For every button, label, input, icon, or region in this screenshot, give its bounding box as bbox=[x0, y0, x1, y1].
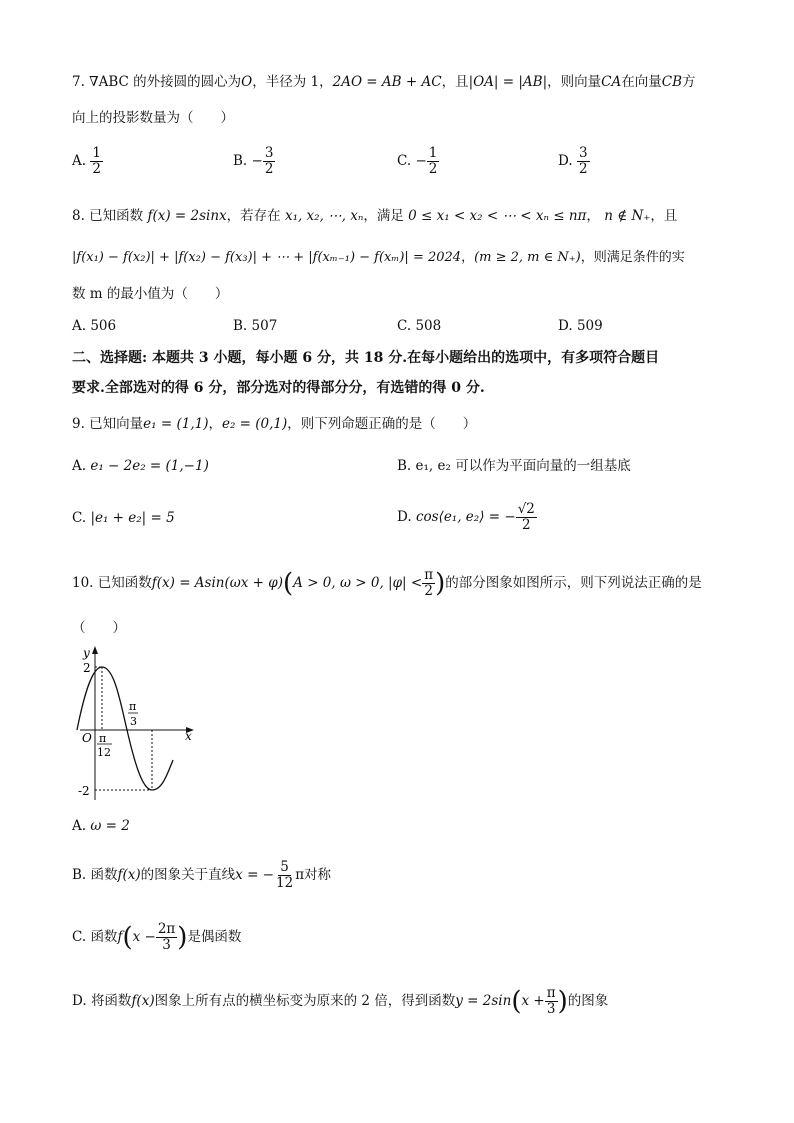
y-axis-label: y bbox=[83, 646, 90, 660]
q7-option-b-num: 3 bbox=[264, 145, 274, 161]
q7-option-c-label: C. bbox=[397, 153, 412, 169]
q7-line2: 向上的投影数量为（ ） bbox=[72, 110, 234, 126]
q10-text-a: 10. 已知函数 bbox=[72, 575, 152, 591]
q7-magnitude-equation: |OA| = |AB| bbox=[468, 74, 548, 90]
q10-condition: A > 0, ω > 0, |φ| < bbox=[293, 575, 423, 591]
q10-option-d-fx: f(x) bbox=[131, 993, 155, 1009]
q7-option-b-fraction bbox=[263, 146, 276, 177]
q10-option-a-text: ω = 2 bbox=[90, 818, 130, 834]
q7-option-b-sign: − bbox=[251, 153, 263, 169]
q8-option-c-text: 508 bbox=[415, 318, 442, 334]
q7-option-c-den: 2 bbox=[428, 161, 438, 177]
q10-option-c-f: f bbox=[117, 929, 123, 945]
q7-option-d-fraction bbox=[577, 146, 590, 177]
q8-line1 bbox=[72, 206, 677, 226]
q7-option-c-fraction bbox=[427, 146, 440, 177]
q7-text-a: 7. ∇ABC 的外接圆的圆心为 bbox=[72, 74, 242, 90]
section2-heading-line1: 二、选择题: 本题共 3 小题，每小题 6 分，共 18 分.在每小题给出的选项中，有多项符合题目 bbox=[72, 350, 660, 366]
q10-text-b: 的部分图象如图所示，则下列说法正确的是 bbox=[445, 575, 702, 591]
q10-option-d-paren-open: ( bbox=[511, 986, 522, 1017]
q7-option-a-num: 1 bbox=[92, 145, 101, 161]
q10-option-b[interactable] bbox=[72, 860, 331, 891]
q8-option-d-label: D. bbox=[558, 318, 573, 334]
q8-sequence: x₁, x₂, ⋯, xₙ bbox=[284, 208, 364, 224]
q10-option-d-fraction bbox=[545, 986, 558, 1017]
q10-option-a[interactable] bbox=[72, 816, 130, 836]
q7-option-c-sign: − bbox=[415, 153, 427, 169]
q10-option-d-arg: x + bbox=[521, 993, 545, 1009]
q9-option-c[interactable] bbox=[72, 508, 175, 528]
q7-option-d[interactable] bbox=[558, 146, 590, 177]
q8-option-a-label: A. bbox=[72, 318, 87, 334]
q8-text-d: ， bbox=[586, 208, 600, 224]
q8-line3: 数 m 的最小值为（ ） bbox=[72, 286, 229, 302]
q8-option-d-text: 509 bbox=[576, 318, 603, 334]
q8-n-condition: n ∉ N₊ bbox=[604, 208, 651, 224]
q9-option-b-label: B. bbox=[397, 458, 412, 474]
origin-label: O bbox=[82, 731, 92, 745]
q10-option-b-label: B. bbox=[72, 867, 87, 883]
q8-option-c-label: C. bbox=[397, 318, 412, 334]
q9-option-d-text: cos⟨e₁, e₂⟩ = − bbox=[415, 509, 516, 525]
q10-option-c-den: 3 bbox=[162, 937, 171, 953]
q8-option-b[interactable] bbox=[233, 316, 277, 336]
q10-option-c-fraction bbox=[156, 922, 177, 953]
q7-option-a[interactable] bbox=[72, 146, 103, 177]
q9-option-d-fraction bbox=[516, 502, 537, 533]
q7-text-b: ，半径为 1， bbox=[252, 74, 333, 90]
q9-option-b[interactable] bbox=[397, 456, 631, 476]
q10-condition-fraction bbox=[422, 568, 435, 599]
q9-option-d[interactable] bbox=[397, 502, 537, 533]
q10-option-d-label: D. bbox=[72, 993, 87, 1009]
q10-option-b-fraction bbox=[274, 860, 295, 891]
q10-option-c-paren-open: ( bbox=[122, 922, 133, 953]
q10-option-b-mid: 的图象关于直线 bbox=[140, 867, 236, 883]
q8-option-c[interactable] bbox=[397, 316, 441, 336]
q10-option-d-mid: 图象上所有点的横坐标变为原来的 2 倍，得到函数 bbox=[154, 993, 456, 1009]
q9-option-a[interactable] bbox=[72, 456, 209, 476]
tick-pi3-num: π bbox=[129, 700, 137, 713]
q8-sum-equation: |f(x₁) − f(x₂)| + |f(x₂) − f(x₃)| + ⋯ + |f(xₘ₋₁) − f(xₘ)| = 2024 bbox=[72, 250, 462, 265]
q10-option-b-fx: f(x) bbox=[117, 867, 141, 883]
q7-option-b-label: B. bbox=[233, 153, 248, 169]
tick-pi3-den: 3 bbox=[130, 715, 137, 728]
q8-text-g: ，则满足条件的实 bbox=[580, 250, 685, 265]
q10-option-c-arg: x − bbox=[132, 929, 156, 945]
q7-text-e: 在向量 bbox=[621, 74, 662, 90]
q10-paren-close: ) bbox=[435, 568, 446, 599]
q7-option-a-fraction bbox=[90, 146, 103, 177]
q7-text-f: 方 bbox=[681, 74, 696, 90]
q10-option-c-label: C. bbox=[72, 929, 87, 945]
section2-heading-line2: 要求.全部选对的得 6 分，部分选对的得部分分，有选错的得 0 分. bbox=[72, 380, 485, 396]
q7-center-symbol: O bbox=[241, 74, 253, 90]
q9-option-d-num: √2 bbox=[517, 501, 535, 517]
q7-option-b[interactable] bbox=[233, 146, 275, 177]
q10-line2: （ ） bbox=[72, 620, 126, 636]
q7-vector-ca: CA bbox=[601, 74, 622, 90]
q7-option-d-den: 2 bbox=[578, 161, 588, 177]
q8-text-e: ，且 bbox=[650, 208, 678, 224]
q9-text-c: ，则下列命题正确的是（ ） bbox=[287, 416, 477, 432]
q7-option-b-den: 2 bbox=[264, 161, 274, 177]
q8-line2 bbox=[72, 248, 685, 268]
q9-option-a-label: A. bbox=[72, 458, 87, 474]
y-axis-arrow bbox=[92, 646, 98, 654]
q10-option-d-eq: y = 2sin bbox=[455, 993, 512, 1009]
q8-text-b: ，若存在 bbox=[226, 208, 281, 224]
q8-m-condition: (m ≥ 2, m ∈ N₊) bbox=[474, 250, 581, 265]
q9-text-a: 9. 已知向量 bbox=[72, 416, 144, 432]
q10-option-d[interactable] bbox=[72, 986, 608, 1017]
q8-option-b-label: B. bbox=[233, 318, 248, 334]
q8-option-a[interactable] bbox=[72, 316, 116, 336]
sine-curve bbox=[77, 667, 173, 790]
tick-pi12-den: 12 bbox=[97, 746, 111, 759]
q10-condition-num: π bbox=[424, 567, 434, 583]
q10-option-d-den: 3 bbox=[546, 1001, 556, 1017]
q7-text-c: ，且 bbox=[441, 74, 469, 90]
q8-text-a: 8. 已知函数 bbox=[72, 208, 144, 224]
tick-pi12-num: π bbox=[99, 732, 107, 745]
q7-option-a-den: 2 bbox=[92, 161, 101, 177]
q10-paren-open: ( bbox=[283, 568, 294, 599]
q10-option-d-paren-close: ) bbox=[557, 986, 568, 1017]
q10-option-b-eq: x = − bbox=[235, 867, 274, 883]
q8-option-a-text: 506 bbox=[90, 318, 117, 334]
q10-option-b-pre: 函数 bbox=[90, 867, 118, 883]
q7-option-d-num: 3 bbox=[578, 145, 588, 161]
q7-vector-equation: 2AO = AB + AC bbox=[332, 74, 442, 90]
q9-option-a-text: e₁ − 2e₂ = (1,−1) bbox=[90, 458, 209, 474]
q7-option-a-label: A. bbox=[72, 153, 87, 169]
q9-option-d-label: D. bbox=[397, 509, 412, 525]
q8-text-f: ， bbox=[461, 250, 475, 265]
q8-inequality: 0 ≤ x₁ < x₂ < ⋯ < xₙ ≤ nπ bbox=[408, 208, 587, 224]
q7-text-d: ，则向量 bbox=[547, 74, 602, 90]
q10-option-c-paren-close: ) bbox=[177, 922, 188, 953]
q10-option-a-label: A. bbox=[72, 818, 87, 834]
q10-option-c[interactable] bbox=[72, 922, 241, 953]
x-axis-label: x bbox=[185, 729, 192, 743]
q9-text-b: ， bbox=[208, 416, 222, 432]
q10-condition-den: 2 bbox=[424, 583, 433, 599]
q7-line1 bbox=[72, 72, 695, 92]
q10-option-c-num: 2π bbox=[157, 921, 176, 937]
q7-option-d-label: D. bbox=[558, 153, 573, 169]
q10-option-d-num: π bbox=[546, 985, 556, 1001]
q7-option-c-num: 1 bbox=[428, 145, 438, 161]
q9-option-c-text: |e₁ + e₂| = 5 bbox=[90, 510, 175, 526]
q10-option-d-pre: 将函数 bbox=[90, 993, 132, 1009]
q7-vector-cb: CB bbox=[661, 74, 682, 90]
q9-vector-e1: e₁ = (1,1) bbox=[143, 416, 209, 432]
q9-option-b-text: e₁, e₂ 可以作为平面向量的一组基底 bbox=[415, 458, 631, 474]
q9-option-c-label: C. bbox=[72, 510, 87, 526]
q8-option-d[interactable] bbox=[558, 316, 603, 336]
q8-option-b-text: 507 bbox=[251, 318, 278, 334]
q10-option-c-post: 是偶函数 bbox=[187, 929, 242, 945]
q9-vector-e2: e₂ = (0,1) bbox=[221, 416, 288, 432]
q9-line1 bbox=[72, 414, 476, 434]
q10-sine-graph bbox=[72, 640, 202, 810]
q8-text-c: ，满足 bbox=[363, 208, 404, 224]
q10-option-c-pre: 函数 bbox=[90, 929, 118, 945]
q10-option-b-num: 5 bbox=[280, 859, 289, 875]
q10-line1 bbox=[72, 568, 702, 599]
min-tick-label: -2 bbox=[78, 784, 90, 798]
q9-option-d-den: 2 bbox=[521, 517, 531, 533]
q10-option-b-den: 12 bbox=[276, 875, 294, 891]
q7-option-c[interactable] bbox=[397, 146, 439, 177]
q8-function: f(x) = 2sinx bbox=[147, 208, 227, 224]
q10-function: f(x) = Asin(ωx + φ) bbox=[151, 575, 283, 591]
q10-option-d-post: 的图象 bbox=[567, 993, 609, 1009]
q10-option-b-post: π对称 bbox=[295, 867, 332, 883]
max-tick-label: 2 bbox=[83, 661, 91, 675]
